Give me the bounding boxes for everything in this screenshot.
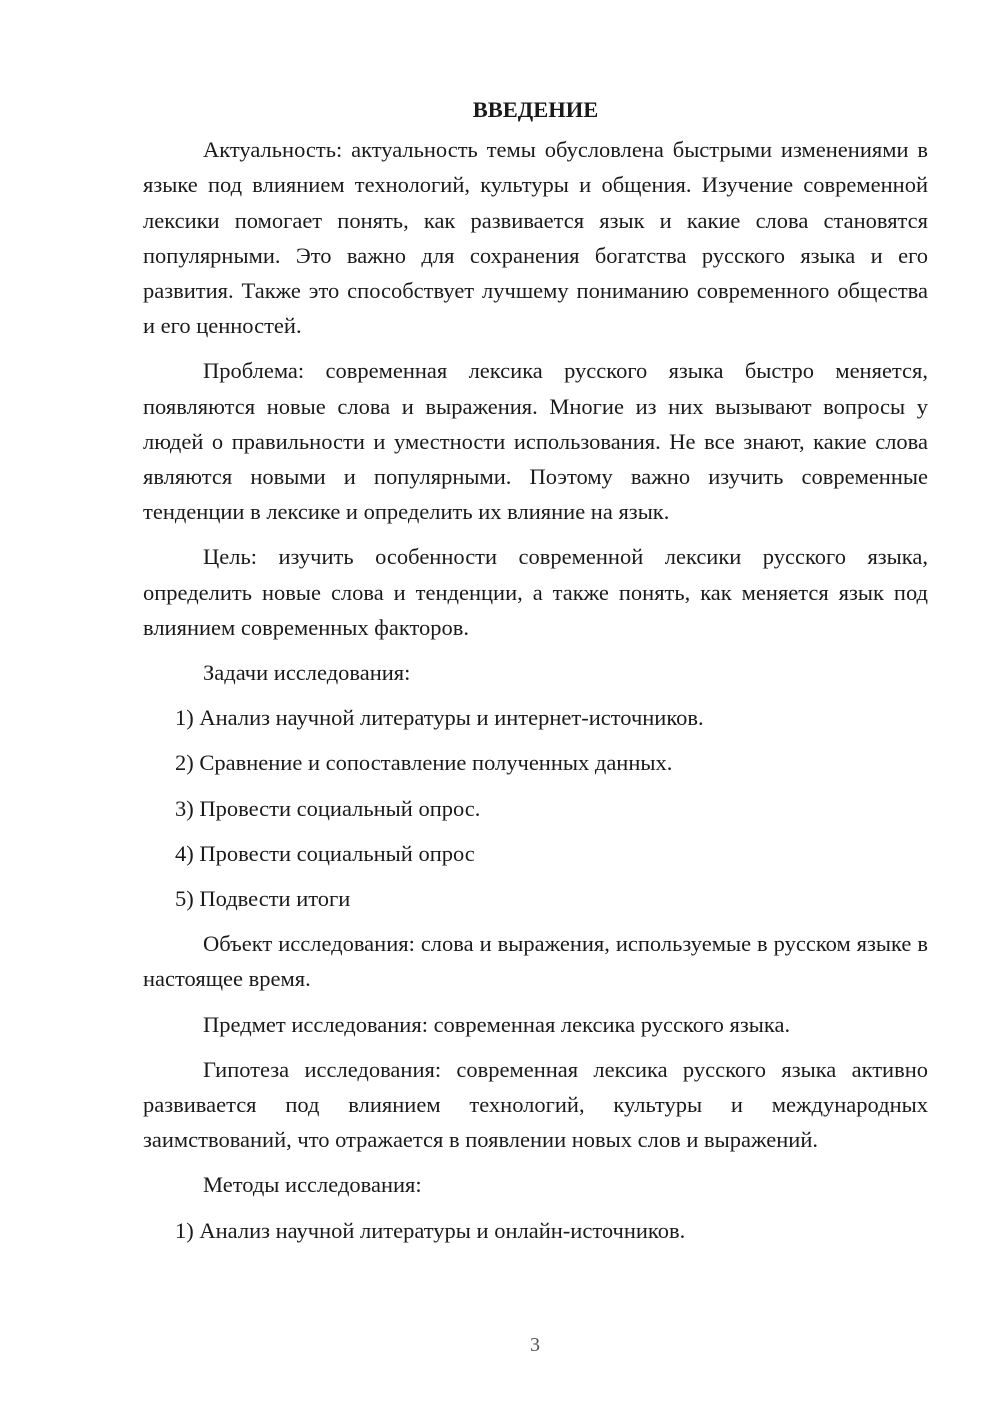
- tasks-heading: Задачи исследования:: [203, 660, 411, 686]
- object-paragraph: Объект исследования: слова и выражения, используемые в русском языке в настоящее время.: [143, 931, 928, 992]
- task-item-3: 3) Провести социальный опрос.: [175, 795, 481, 821]
- hypothesis-paragraph: Гипотеза исследования: современная лексика русского языка активно развивается под влиянием технологий, культуры и международных заимствований, что отражается в появлении новых слов и выражений.: [143, 1056, 928, 1153]
- goal-paragraph: Цель: изучить особенности современной лексики русского языка, определить новые слова и тенденции, а также понять, как меняется язык под влиянием современных факторов.: [143, 544, 928, 640]
- task-item-2: 2) Сравнение и сопоставление полученных данных.: [175, 750, 673, 776]
- subject-paragraph: Предмет исследования: современная лексика русского языка.: [203, 1011, 791, 1037]
- page-title: ВВЕДЕНИЕ: [472, 97, 599, 122]
- method-item-1: 1) Анализ научной литературы и онлайн-источников.: [175, 1217, 686, 1243]
- task-item-4: 4) Провести социальный опрос: [175, 840, 475, 866]
- page-number: 3: [530, 1334, 540, 1356]
- document-page: [143, 92, 928, 1258]
- methods-heading: Методы исследования:: [203, 1172, 422, 1198]
- task-item-1: 1) Анализ научной литературы и интернет-источников.: [175, 705, 704, 731]
- problem-paragraph: Проблема: современная лексика русского языка быстро меняется, появляются новые слова и выражения. Многие из них вызывают вопросы у людей о правильности и уместности использования. Не все знают, какие слова являются новыми и популярными. Поэтому важно изучить современные тенденции в лексике и определить их влияние на язык.: [143, 358, 928, 525]
- relevance-paragraph: Актуальность: актуальность темы обусловлена быстрыми изменениями в языке под влиянием технологий, культуры и общения. Изучение современной лексики помогает понять, как развивается язык и какие слова становятся популярными. Это важно для сохранения богатства русского языка и его развития. Также это способствует лучшему пониманию современного общества и его ценностей.: [143, 137, 928, 339]
- task-item-5: 5) Подвести итоги: [175, 886, 351, 912]
